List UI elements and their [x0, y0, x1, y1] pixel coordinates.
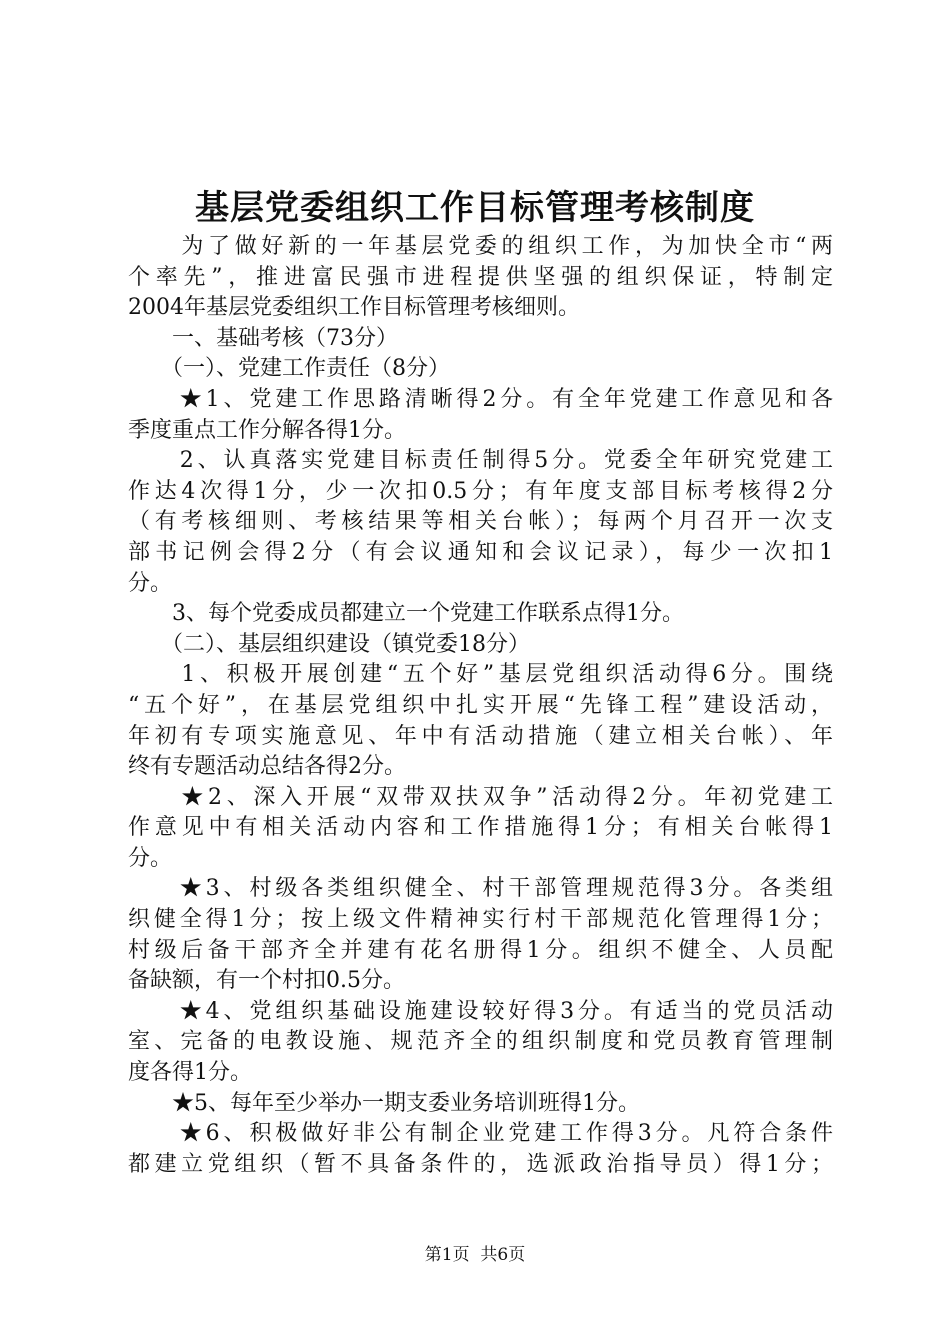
body-line: （一）、党建工作责任（8分）	[128, 356, 450, 382]
body-line: 分。	[128, 845, 173, 871]
body-line: 室、完备的电教设施、规范齐全的组织制度和党员教育管理制	[128, 1029, 833, 1055]
body-line: ★6、积极做好非公有制企业党建工作得3分。凡符合条件	[128, 1121, 833, 1147]
body-line: 2004年基层党委组织工作目标管理考核细则。	[128, 295, 580, 321]
document-title: 基层党委组织工作目标管理考核制度	[195, 188, 755, 228]
body-line: 作意见中有相关活动内容和工作措施得1分；有相关台帐得1	[128, 815, 833, 841]
body-line: 村级后备干部齐全并建有花名册得1分。组织不健全、人员配	[128, 937, 833, 963]
body-line: 年初有专项实施意见、年中有活动措施（建立相关台帐）、年	[128, 723, 833, 749]
body-line: ★3、村级各类组织健全、村干部管理规范得3分。各类组	[128, 876, 833, 902]
body-line: 作达4次得1分，少一次扣0.5分；有年度支部目标考核得2分	[128, 478, 833, 504]
body-line: ★5、每年至少举办一期支委业务培训班得1分。	[128, 1090, 640, 1116]
body-line: 3、每个党委成员都建立一个党建工作联系点得1分。	[128, 601, 684, 627]
body-line: 2、认真落实党建目标责任制得5分。党委全年研究党建工	[128, 448, 833, 474]
page-footer: 第1页 共6页	[424, 1245, 526, 1265]
body-line: ★1、党建工作思路清晰得2分。有全年党建工作意见和各	[128, 386, 833, 412]
body-line: 分。	[128, 570, 173, 596]
body-line: 个率先”，推进富民强市进程提供坚强的组织保证，特制定	[128, 264, 833, 290]
body-line: 部书记例会得2分（有会议通知和会议记录），每少一次扣1	[128, 539, 833, 565]
body-line: 1、积极开展创建“五个好”基层党组织活动得6分。围绕	[128, 662, 833, 688]
body-line: 一、基础考核（73分）	[128, 325, 398, 351]
document-body	[128, 232, 833, 1180]
body-line: 终有专题活动总结各得2分。	[128, 754, 406, 780]
body-line: 织健全得1分；按上级文件精神实行村干部规范化管理得1分；	[128, 907, 833, 933]
body-line: （有考核细则、考核结果等相关台帐）；每两个月召开一次支	[128, 509, 833, 535]
body-line: 为了做好新的一年基层党委的组织工作，为加快全市“两	[128, 234, 833, 259]
body-line: 备缺额，有一个村扣0.5分。	[128, 968, 405, 994]
body-line: ★4、党组织基础设施建设较好得3分。有适当的党员活动	[128, 998, 833, 1024]
body-line: 都建立党组织（暂不具备条件的，选派政治指导员）得1分；	[128, 1151, 833, 1177]
body-line: 度各得1分。	[128, 1060, 252, 1086]
body-line: 季度重点工作分解各得1分。	[128, 417, 406, 443]
body-line: “五个好”，在基层党组织中扎实开展“先锋工程”建设活动，	[128, 692, 833, 718]
body-line: （二）、基层组织建设（镇党委18分）	[128, 631, 530, 657]
body-line: ★2、深入开展“双带双扶双争”活动得2分。年初党建工	[128, 784, 833, 810]
